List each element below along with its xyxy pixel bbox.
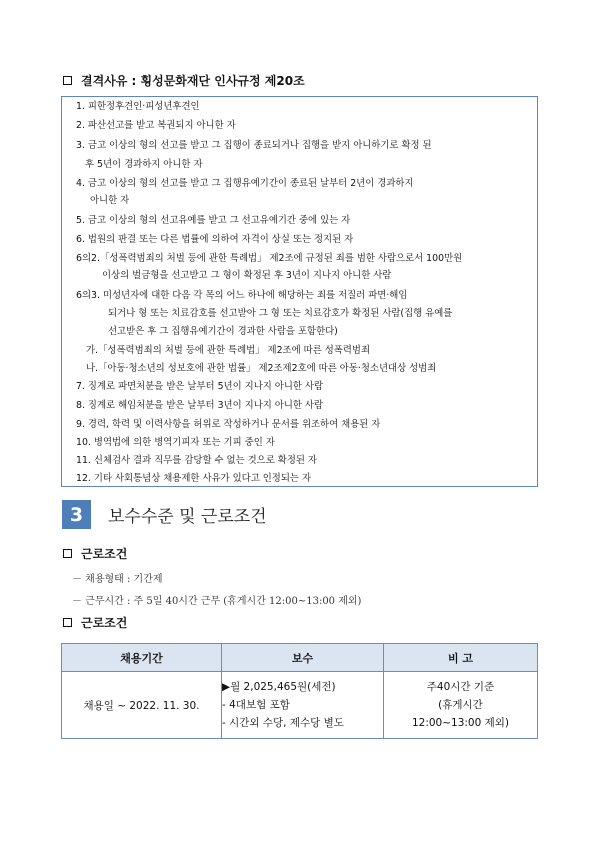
section-header	[62, 500, 267, 529]
header-period: 채용기간	[62, 644, 222, 672]
list-item: 후 5년이 경과하지 아니한 자	[85, 159, 203, 170]
list-item: 11. 신체검사 결과 직무를 감당할 수 없는 것으로 확정된 자	[76, 455, 317, 466]
checkbox-icon	[63, 618, 72, 627]
pay-cell	[222, 672, 384, 739]
checkbox-icon	[63, 549, 72, 558]
disqualification-heading-text: 결격사유 : 횡성문화재단 인사규정 제20조	[81, 74, 305, 88]
list-item: 나.「아동·청소년의 성보호에 관한 법률」 제2조제2호에 따른 아동·청소년대상 성범죄	[86, 363, 437, 374]
disqualification-heading	[63, 72, 305, 89]
conditions-heading-text: 근로조건	[81, 547, 128, 561]
list-item: 6의2.「성폭력범죄의 처벌 등에 관한 특례법」 제2조에 규정된 죄를 범한 사람으로서 100만원	[76, 253, 463, 264]
list-item: 8. 징계로 해임처분을 받은 날부터 3년이 지나지 아니한 사람	[76, 400, 324, 411]
table-heading-text: 근로조건	[81, 616, 128, 630]
pay-line: ▶월 2,025,465원(세전)	[222, 681, 336, 693]
work-hours: － 근무시간 : 주 5일 40시간 근무 (휴게시간 12:00~13:00 제외)	[72, 596, 362, 607]
conditions-heading	[63, 545, 127, 562]
table-row	[62, 672, 538, 739]
checkbox-icon	[63, 76, 72, 85]
table-heading	[63, 614, 127, 631]
list-item: 6의3. 미성년자에 대한 다음 각 목의 어느 하나에 해당하는 죄를 저질러 파면·해임	[76, 290, 408, 301]
pay-line: - 시간외 수당, 제수당 별도	[222, 717, 344, 729]
period-cell: 채용일 ~ 2022. 11. 30.	[62, 672, 222, 739]
note-line: 12:00~13:00 제외)	[411, 717, 510, 729]
list-item: 10. 병역법에 의한 병역기피자 또는 기피 중인 자	[76, 437, 275, 448]
list-item: 가.「성폭력범죄의 처벌 등에 관한 특례법」 제2조에 따른 성폭력범죄	[86, 345, 371, 356]
list-item: 선고받은 후 그 집행유예기간이 경과한 사람을 포함한다)	[108, 326, 338, 337]
list-item: 7. 징계로 파면처분을 받은 날부터 5년이 지나지 아니한 사람	[76, 381, 324, 392]
note-line: 주40시간 기준	[426, 681, 495, 693]
list-item: 3. 금고 이상의 형의 선고를 받고 그 집행이 종료되거나 집행을 받지 아니하기로 확정 된	[76, 140, 432, 151]
pay-line: - 4대보험 포함	[222, 699, 290, 711]
note-cell	[384, 672, 538, 739]
header-pay: 보수	[222, 644, 384, 672]
header-note: 비 고	[384, 644, 538, 672]
list-item: 12. 기타 사회통념상 채용제한 사유가 있다고 인정되는 자	[76, 473, 312, 484]
list-item: 6. 법원의 판결 또는 다른 법률에 의하여 자격이 상실 또는 정지된 자	[76, 234, 354, 245]
section-title: 보수수준 및 근로조건	[108, 507, 267, 527]
list-item: 4. 금고 이상의 형의 선고를 받고 그 집행유예기간이 종료된 날부터 2년이 경과하지	[76, 178, 414, 189]
working-conditions-table	[61, 643, 538, 739]
list-item: 아니한 자	[90, 195, 130, 206]
list-item: 되거나 형 또는 치료감호를 선고받아 그 형 또는 치료감호가 확정된 사람(집행 유예를	[108, 308, 453, 319]
section-number: 3	[62, 500, 91, 529]
table-header-row	[62, 644, 538, 672]
list-item: 9. 경력, 학력 및 이력사항을 허위로 작성하거나 문서를 위조하여 채용된 자	[76, 419, 381, 430]
list-item: 2. 파산선고를 받고 복권되지 아니한 자	[76, 120, 236, 131]
list-item: 1. 피한정후견인·피성년후견인	[76, 101, 200, 112]
employment-type: － 채용형태 : 기간제	[72, 574, 163, 585]
list-item: 이상의 벌금형을 선고받고 그 형이 확정된 후 3년이 지나지 아니한 사람	[102, 270, 392, 281]
list-item: 5. 금고 이상의 형의 선고유예를 받고 그 선고유예기간 중에 있는 자	[76, 215, 351, 226]
disqualification-box	[61, 96, 538, 487]
note-line: (휴게시간	[438, 699, 483, 711]
